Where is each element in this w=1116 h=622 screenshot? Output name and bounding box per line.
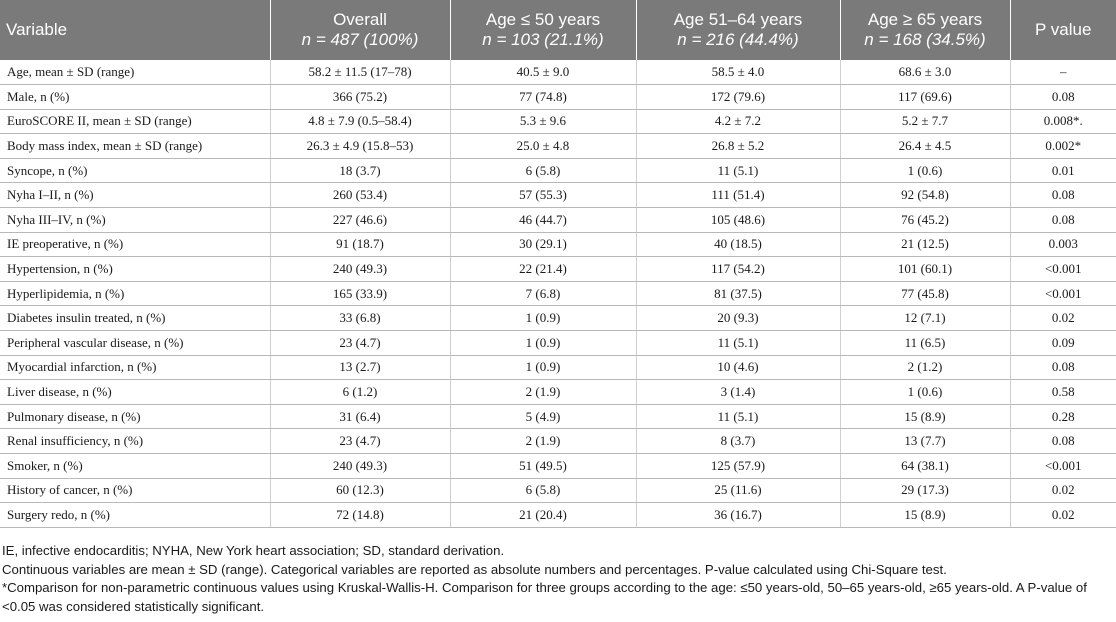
footnote-comparison: *Comparison for non-parametric continuous values using Kruskal-Wallis-H. Comparison for three groups according to the age: ≤50 years-old, 50–65 years-old, ≥65 years-old. A P-value of <0.05 was considered statistically significant. bbox=[2, 580, 1087, 614]
cell-overall: 33 (6.8) bbox=[270, 306, 450, 331]
row-variable: Male, n (%) bbox=[0, 85, 270, 110]
cell-p-value: <0.001 bbox=[1010, 453, 1116, 478]
cell-overall: 227 (46.6) bbox=[270, 207, 450, 232]
header-age-51-64-n: n = 216 (44.4%) bbox=[677, 30, 799, 49]
cell-age-ge65: 1 (0.6) bbox=[840, 380, 1010, 405]
cell-p-value: 0.002* bbox=[1010, 134, 1116, 159]
row-variable: Hypertension, n (%) bbox=[0, 257, 270, 282]
row-variable: Smoker, n (%) bbox=[0, 453, 270, 478]
cell-overall: 91 (18.7) bbox=[270, 232, 450, 257]
cell-age-le50: 22 (21.4) bbox=[450, 257, 636, 282]
cell-overall: 240 (49.3) bbox=[270, 453, 450, 478]
cell-age-ge65: 92 (54.8) bbox=[840, 183, 1010, 208]
cell-p-value: 0.003 bbox=[1010, 232, 1116, 257]
table-row bbox=[0, 183, 1116, 208]
table-row bbox=[0, 503, 1116, 528]
cell-p-value: 0.02 bbox=[1010, 306, 1116, 331]
cell-age-ge65: 117 (69.6) bbox=[840, 85, 1010, 110]
cell-age-ge65: 21 (12.5) bbox=[840, 232, 1010, 257]
cell-overall: 18 (3.7) bbox=[270, 158, 450, 183]
cell-overall: 58.2 ± 11.5 (17–78) bbox=[270, 60, 450, 85]
cell-age-le50: 1 (0.9) bbox=[450, 330, 636, 355]
header-age-le50 bbox=[450, 0, 636, 60]
table-row bbox=[0, 257, 1116, 282]
cell-age-ge65: 1 (0.6) bbox=[840, 158, 1010, 183]
table-header-row bbox=[0, 0, 1116, 60]
cell-age-51-64: 25 (11.6) bbox=[636, 478, 840, 503]
cell-age-le50: 2 (1.9) bbox=[450, 429, 636, 454]
cell-p-value: 0.09 bbox=[1010, 330, 1116, 355]
header-age-ge65 bbox=[840, 0, 1010, 60]
cell-p-value: 0.02 bbox=[1010, 478, 1116, 503]
cell-age-ge65: 77 (45.8) bbox=[840, 281, 1010, 306]
cell-overall: 60 (12.3) bbox=[270, 478, 450, 503]
cell-age-le50: 6 (5.8) bbox=[450, 478, 636, 503]
table-row bbox=[0, 306, 1116, 331]
table-row bbox=[0, 158, 1116, 183]
cell-age-51-64: 105 (48.6) bbox=[636, 207, 840, 232]
row-variable: Peripheral vascular disease, n (%) bbox=[0, 330, 270, 355]
table-row bbox=[0, 330, 1116, 355]
cell-age-le50: 5 (4.9) bbox=[450, 404, 636, 429]
cell-age-51-64: 3 (1.4) bbox=[636, 380, 840, 405]
cell-age-51-64: 26.8 ± 5.2 bbox=[636, 134, 840, 159]
cell-age-ge65: 15 (8.9) bbox=[840, 404, 1010, 429]
header-p-value-label: P value bbox=[1035, 20, 1092, 39]
cell-p-value: 0.01 bbox=[1010, 158, 1116, 183]
table-row bbox=[0, 429, 1116, 454]
cell-overall: 23 (4.7) bbox=[270, 330, 450, 355]
header-overall-label: Overall bbox=[333, 10, 387, 29]
cell-age-ge65: 76 (45.2) bbox=[840, 207, 1010, 232]
table-body bbox=[0, 60, 1116, 527]
table-row bbox=[0, 355, 1116, 380]
cell-age-le50: 5.3 ± 9.6 bbox=[450, 109, 636, 134]
cell-age-le50: 6 (5.8) bbox=[450, 158, 636, 183]
cell-age-le50: 21 (20.4) bbox=[450, 503, 636, 528]
cell-age-51-64: 117 (54.2) bbox=[636, 257, 840, 282]
cell-age-ge65: 13 (7.7) bbox=[840, 429, 1010, 454]
table-row bbox=[0, 281, 1116, 306]
cell-age-ge65: 68.6 ± 3.0 bbox=[840, 60, 1010, 85]
row-variable: EuroSCORE II, mean ± SD (range) bbox=[0, 109, 270, 134]
cell-overall: 31 (6.4) bbox=[270, 404, 450, 429]
cell-age-ge65: 5.2 ± 7.7 bbox=[840, 109, 1010, 134]
cell-age-le50: 25.0 ± 4.8 bbox=[450, 134, 636, 159]
cell-overall: 72 (14.8) bbox=[270, 503, 450, 528]
header-variable-label: Variable bbox=[6, 20, 68, 39]
row-variable: Age, mean ± SD (range) bbox=[0, 60, 270, 85]
cell-age-51-64: 4.2 ± 7.2 bbox=[636, 109, 840, 134]
cell-age-ge65: 12 (7.1) bbox=[840, 306, 1010, 331]
cell-age-51-64: 10 (4.6) bbox=[636, 355, 840, 380]
cell-overall: 165 (33.9) bbox=[270, 281, 450, 306]
cell-p-value: 0.008*. bbox=[1010, 109, 1116, 134]
table-row bbox=[0, 478, 1116, 503]
cell-age-le50: 30 (29.1) bbox=[450, 232, 636, 257]
header-age-51-64 bbox=[636, 0, 840, 60]
cell-age-le50: 46 (44.7) bbox=[450, 207, 636, 232]
cell-age-le50: 2 (1.9) bbox=[450, 380, 636, 405]
header-age-ge65-label: Age ≥ 65 years bbox=[867, 10, 983, 29]
header-age-le50-n: n = 103 (21.1%) bbox=[482, 30, 604, 49]
row-variable: History of cancer, n (%) bbox=[0, 478, 270, 503]
table-row bbox=[0, 85, 1116, 110]
cell-age-ge65: 29 (17.3) bbox=[840, 478, 1010, 503]
cell-p-value: 0.08 bbox=[1010, 183, 1116, 208]
row-variable: IE preoperative, n (%) bbox=[0, 232, 270, 257]
table-row bbox=[0, 109, 1116, 134]
row-variable: Nyha III–IV, n (%) bbox=[0, 207, 270, 232]
cell-age-ge65: 26.4 ± 4.5 bbox=[840, 134, 1010, 159]
cell-p-value: 0.08 bbox=[1010, 429, 1116, 454]
cell-age-ge65: 15 (8.9) bbox=[840, 503, 1010, 528]
row-variable: Diabetes insulin treated, n (%) bbox=[0, 306, 270, 331]
cell-age-51-64: 172 (79.6) bbox=[636, 85, 840, 110]
cell-p-value: 0.58 bbox=[1010, 380, 1116, 405]
cell-overall: 13 (2.7) bbox=[270, 355, 450, 380]
row-variable: Nyha I–II, n (%) bbox=[0, 183, 270, 208]
cell-p-value: <0.001 bbox=[1010, 281, 1116, 306]
table-row bbox=[0, 453, 1116, 478]
row-variable: Surgery redo, n (%) bbox=[0, 503, 270, 528]
row-variable: Liver disease, n (%) bbox=[0, 380, 270, 405]
cell-overall: 26.3 ± 4.9 (15.8–53) bbox=[270, 134, 450, 159]
cell-overall: 260 (53.4) bbox=[270, 183, 450, 208]
cell-age-51-64: 81 (37.5) bbox=[636, 281, 840, 306]
cell-age-le50: 7 (6.8) bbox=[450, 281, 636, 306]
cell-age-51-64: 8 (3.7) bbox=[636, 429, 840, 454]
cell-overall: 4.8 ± 7.9 (0.5–58.4) bbox=[270, 109, 450, 134]
table-row bbox=[0, 404, 1116, 429]
cell-age-51-64: 40 (18.5) bbox=[636, 232, 840, 257]
cell-p-value: – bbox=[1010, 60, 1116, 85]
row-variable: Pulmonary disease, n (%) bbox=[0, 404, 270, 429]
cell-age-51-64: 125 (57.9) bbox=[636, 453, 840, 478]
cell-age-51-64: 11 (5.1) bbox=[636, 404, 840, 429]
row-variable: Body mass index, mean ± SD (range) bbox=[0, 134, 270, 159]
table-footnotes bbox=[0, 542, 1112, 616]
cell-age-ge65: 64 (38.1) bbox=[840, 453, 1010, 478]
cell-overall: 23 (4.7) bbox=[270, 429, 450, 454]
table-row bbox=[0, 380, 1116, 405]
footnote-continuous: Continuous variables are mean ± SD (range). Categorical variables are reported as absolute numbers and percentages. P-value calculated using Chi-Square test. bbox=[2, 561, 947, 577]
cell-age-le50: 77 (74.8) bbox=[450, 85, 636, 110]
cell-age-51-64: 11 (5.1) bbox=[636, 330, 840, 355]
cell-p-value: 0.08 bbox=[1010, 85, 1116, 110]
cell-p-value: <0.001 bbox=[1010, 257, 1116, 282]
cell-age-ge65: 11 (6.5) bbox=[840, 330, 1010, 355]
footnote-abbreviations: IE, infective endocarditis; NYHA, New York heart association; SD, standard derivation. bbox=[2, 543, 505, 558]
cell-p-value: 0.08 bbox=[1010, 355, 1116, 380]
cell-overall: 6 (1.2) bbox=[270, 380, 450, 405]
cell-overall: 366 (75.2) bbox=[270, 85, 450, 110]
cell-age-51-64: 11 (5.1) bbox=[636, 158, 840, 183]
row-variable: Hyperlipidemia, n (%) bbox=[0, 281, 270, 306]
header-variable bbox=[0, 0, 270, 60]
header-age-ge65-n: n = 168 (34.5%) bbox=[864, 30, 986, 49]
cell-age-51-64: 20 (9.3) bbox=[636, 306, 840, 331]
cell-age-ge65: 2 (1.2) bbox=[840, 355, 1010, 380]
cell-age-ge65: 101 (60.1) bbox=[840, 257, 1010, 282]
cell-age-le50: 51 (49.5) bbox=[450, 453, 636, 478]
cell-age-51-64: 111 (51.4) bbox=[636, 183, 840, 208]
cell-age-le50: 1 (0.9) bbox=[450, 306, 636, 331]
cell-p-value: 0.28 bbox=[1010, 404, 1116, 429]
cell-p-value: 0.08 bbox=[1010, 207, 1116, 232]
row-variable: Renal insufficiency, n (%) bbox=[0, 429, 270, 454]
table-row bbox=[0, 134, 1116, 159]
header-age-le50-label: Age ≤ 50 years bbox=[485, 10, 601, 29]
header-p-value bbox=[1010, 0, 1116, 60]
row-variable: Myocardial infarction, n (%) bbox=[0, 355, 270, 380]
table-row bbox=[0, 232, 1116, 257]
header-overall-n: n = 487 (100%) bbox=[301, 30, 419, 49]
cell-p-value: 0.02 bbox=[1010, 503, 1116, 528]
header-age-51-64-label: Age 51–64 years bbox=[673, 10, 803, 29]
cell-overall: 240 (49.3) bbox=[270, 257, 450, 282]
cell-age-51-64: 36 (16.7) bbox=[636, 503, 840, 528]
table-row bbox=[0, 207, 1116, 232]
cell-age-le50: 1 (0.9) bbox=[450, 355, 636, 380]
table-row bbox=[0, 60, 1116, 85]
cell-age-51-64: 58.5 ± 4.0 bbox=[636, 60, 840, 85]
header-overall bbox=[270, 0, 450, 60]
cell-age-le50: 57 (55.3) bbox=[450, 183, 636, 208]
row-variable: Syncope, n (%) bbox=[0, 158, 270, 183]
cell-age-le50: 40.5 ± 9.0 bbox=[450, 60, 636, 85]
